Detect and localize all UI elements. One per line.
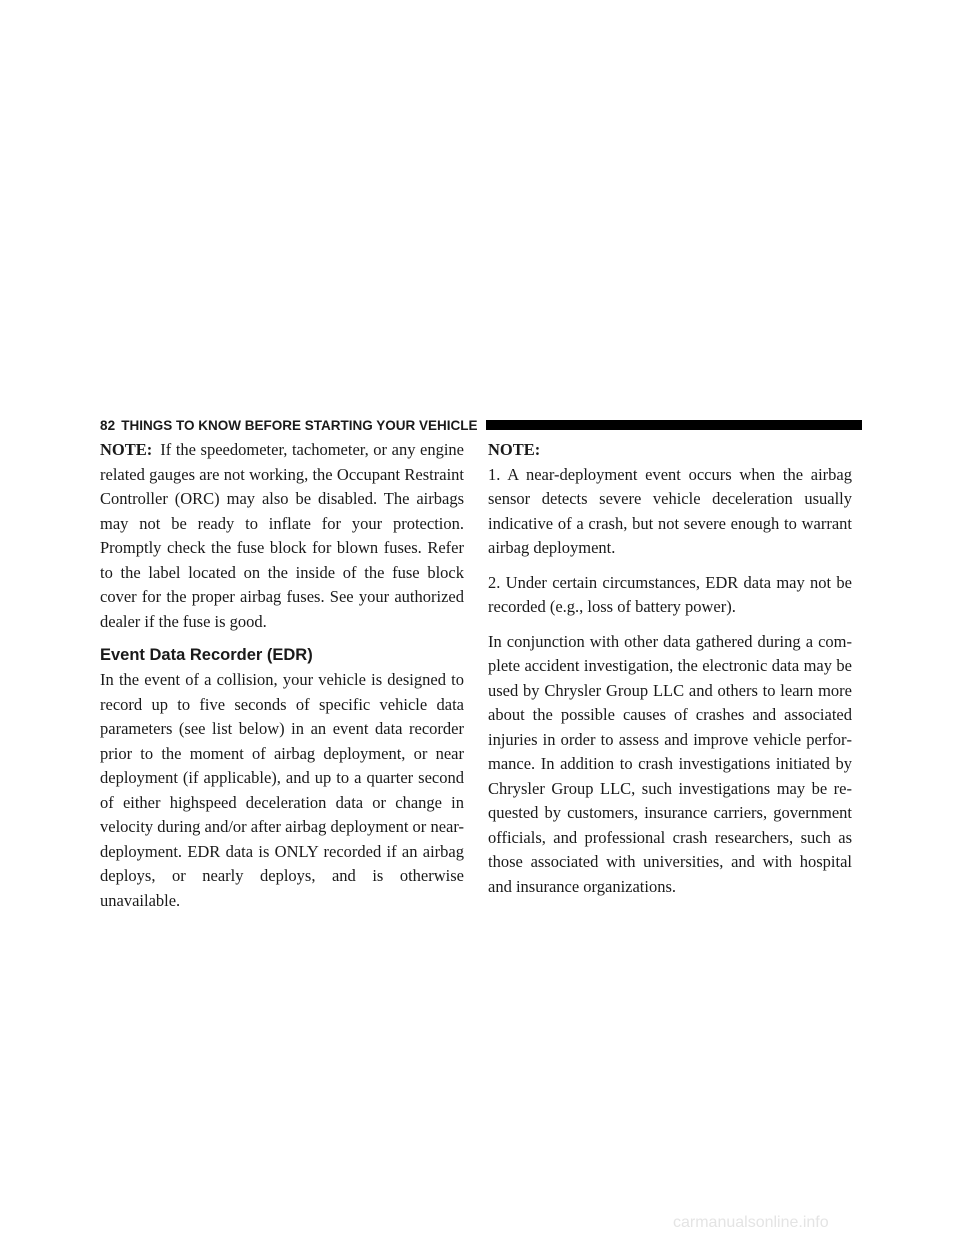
section-heading: Event Data Recorder (EDR) xyxy=(100,646,313,664)
body-paragraph: In conjunction with other data gathered during a complete accident investigation, the electronic data may be used by Chrysler Group LLC and others to learn more about the possible causes of crashes and associated injuries in order to assess and improve vehicle performance. In addition to crash investigations initiated by Chrysler Group LLC, such investigations may be requested by customers, insurance carriers, government officials, and professional crash researchers, such as those associated with universities, and with hospital and insurance organizations. xyxy=(488,631,852,896)
section-paragraph: In the event of a collision, your vehicle is designed to record up to five seconds of specific vehicle data parameters (see list below) in an event data recorder prior to the moment of airbag deployment, or near deployment (if applicable), and up to a quarter second of either highspeed deceleration data or change in velocity during and/or after airbag deployment or near-deployment. EDR data is ONLY recorded if an airbag deploys, or nearly deploys, and is otherwise unavailable. xyxy=(100,670,464,910)
header-rule xyxy=(486,420,863,430)
page-number: 82 xyxy=(100,417,116,433)
left-column xyxy=(100,438,464,923)
note-label: NOTE: xyxy=(100,440,153,459)
watermark: carmanualsonline.info xyxy=(673,1214,829,1231)
note-item: 1. A near-deployment event occurs when the airbag sensor detects severe vehicle deceleration usually indicative of a crash, but not severe enough to warrant airbag deployment. xyxy=(488,464,852,557)
right-column xyxy=(488,438,852,909)
note-text: If the speedometer, tachometer, or any engine related gauges are not working, the Occupant Restraint Controller (ORC) may also be disabled. The airbags may not be ready to inflate for your protection. Promptly check the fuse block for blown fuses. Refer to the label located on the inside of the fuse block cover for the proper airbag fuses. See your authorized dealer if the fuse is good. xyxy=(100,440,464,631)
note-heading: NOTE: xyxy=(488,440,541,459)
note-paragraph xyxy=(100,438,464,634)
running-head: THINGS TO KNOW BEFORE STARTING YOUR VEHICLE xyxy=(121,417,478,433)
page-header xyxy=(100,417,862,433)
note-item: 2. Under certain circumstances, EDR data may not be recorded (e.g., loss of battery power). xyxy=(488,572,852,616)
